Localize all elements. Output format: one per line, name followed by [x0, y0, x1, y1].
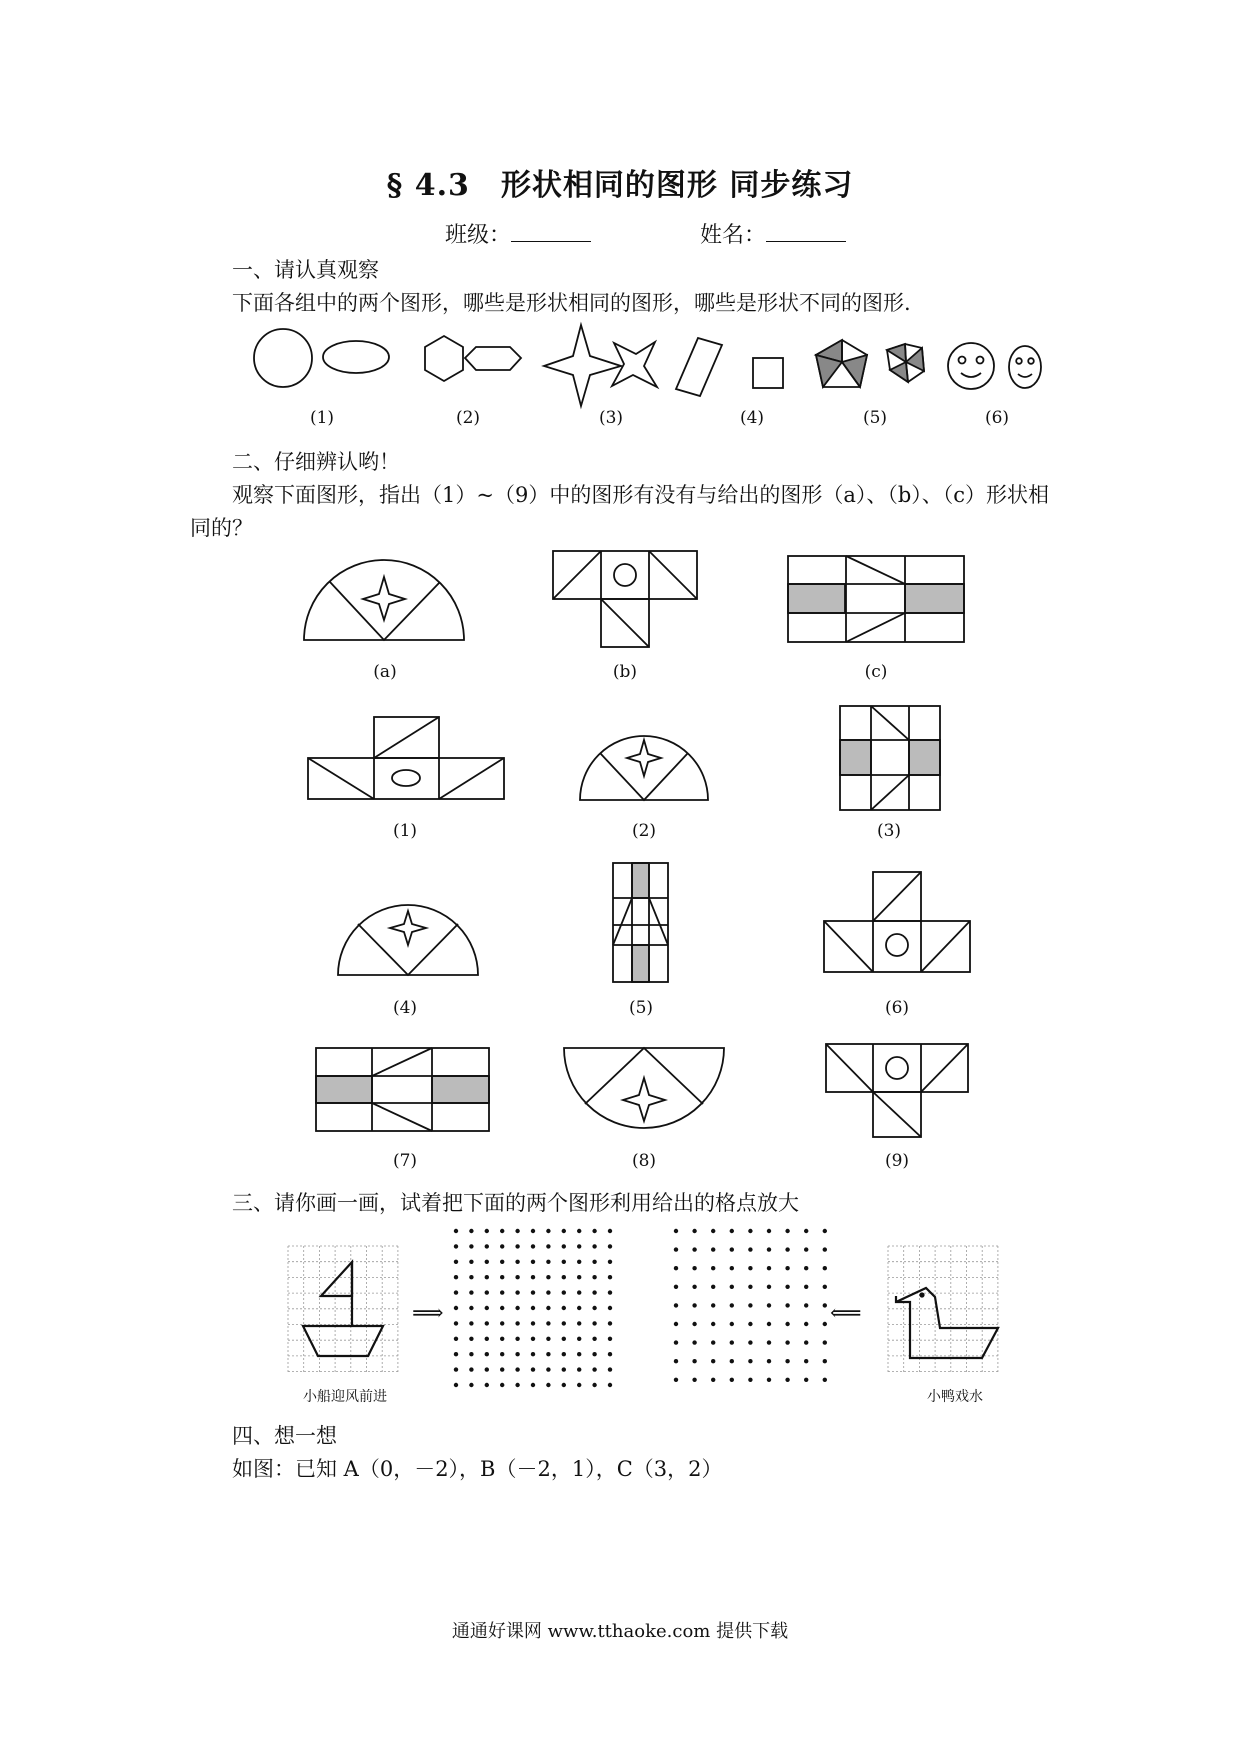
grid-dot	[546, 1306, 550, 1310]
grid-dot	[454, 1352, 458, 1356]
grid-dot	[748, 1340, 752, 1344]
grid-dot	[515, 1352, 519, 1356]
grid-dot	[730, 1266, 734, 1270]
section1-question: 下面各组中的两个图形，哪些是形状相同的图形，哪些是形状不同的图形.	[232, 291, 911, 315]
grid-dot	[730, 1303, 734, 1307]
s1-caption-3: (3)	[598, 408, 624, 428]
dot-grid-right	[674, 1229, 827, 1382]
section2-question-line1: 观察下面图形，指出（1）~（9）中的图形有没有与给出的图形（a）、（b）、（c）形状相	[232, 483, 1050, 507]
grid-dot	[469, 1244, 473, 1248]
grid-dot	[577, 1367, 581, 1371]
grid-dot	[485, 1260, 489, 1264]
grid-dot	[546, 1383, 550, 1387]
grid-dot	[748, 1285, 752, 1289]
grid-dot	[804, 1303, 808, 1307]
grid-dot	[500, 1260, 504, 1264]
grid-dot	[785, 1266, 789, 1270]
grid-dot	[767, 1359, 771, 1363]
grid-dot	[469, 1367, 473, 1371]
grid-dot	[748, 1322, 752, 1326]
grid-dot	[469, 1275, 473, 1279]
grid-dot	[804, 1285, 808, 1289]
grid-dot	[577, 1383, 581, 1387]
grid-dot	[804, 1340, 808, 1344]
grid-dot	[692, 1378, 696, 1382]
grid-dot	[608, 1290, 612, 1294]
grid-dot	[500, 1290, 504, 1294]
grid-dot	[515, 1275, 519, 1279]
grid-dot	[674, 1378, 678, 1382]
grid-dot	[804, 1378, 808, 1382]
grid-dot	[767, 1340, 771, 1344]
grid-dot	[562, 1367, 566, 1371]
grid-dot	[785, 1359, 789, 1363]
grid-dot	[730, 1229, 734, 1233]
grid-dot	[608, 1367, 612, 1371]
s1-caption-2: (2)	[455, 408, 481, 428]
grid-dot	[546, 1290, 550, 1294]
duck-grid	[888, 1246, 998, 1372]
grid-dot	[767, 1322, 771, 1326]
grid-dot	[592, 1337, 596, 1341]
grid-dot	[469, 1290, 473, 1294]
grid-dot	[577, 1337, 581, 1341]
grid-dot	[592, 1352, 596, 1356]
s1-caption-1: (1)	[309, 408, 335, 428]
grid-dot	[748, 1229, 752, 1233]
grid-dot	[577, 1321, 581, 1325]
grid-dot	[767, 1285, 771, 1289]
grid-dot	[711, 1340, 715, 1344]
grid-dot	[500, 1306, 504, 1310]
grid-dot	[823, 1340, 827, 1344]
grid-dot	[469, 1321, 473, 1325]
section2-heading: 二、仔细辨认哟！	[232, 450, 400, 474]
caption-7: (7)	[392, 1151, 418, 1171]
grid-dot	[454, 1367, 458, 1371]
grid-dot	[730, 1247, 734, 1251]
grid-dot	[785, 1303, 789, 1307]
grid-dot	[767, 1266, 771, 1270]
grid-dot	[454, 1244, 458, 1248]
grid-dot	[531, 1383, 535, 1387]
grid-dot	[515, 1367, 519, 1371]
grid-dot	[711, 1266, 715, 1270]
grid-dot	[454, 1290, 458, 1294]
grid-dot	[730, 1340, 734, 1344]
grid-dot	[515, 1229, 519, 1233]
grid-dot	[500, 1352, 504, 1356]
grid-dot	[531, 1275, 535, 1279]
section4-heading: 四、想一想	[232, 1424, 337, 1448]
grid-dot	[823, 1285, 827, 1289]
grid-dot	[531, 1352, 535, 1356]
grid-dot	[785, 1340, 789, 1344]
grid-dot	[804, 1359, 808, 1363]
grid-dot	[748, 1303, 752, 1307]
grid-dot	[748, 1359, 752, 1363]
boat-caption: 小船迎风前进	[303, 1389, 387, 1405]
grid-dot	[711, 1303, 715, 1307]
grid-dot	[692, 1303, 696, 1307]
grid-dot	[546, 1275, 550, 1279]
grid-dot	[674, 1340, 678, 1344]
grid-dot	[546, 1321, 550, 1325]
grid-dot	[485, 1290, 489, 1294]
grid-dot	[608, 1244, 612, 1248]
grid-dot	[592, 1244, 596, 1248]
grid-dot	[577, 1260, 581, 1264]
grid-dot	[674, 1266, 678, 1270]
grid-dot	[592, 1290, 596, 1294]
grid-dot	[562, 1260, 566, 1264]
grid-dot	[674, 1229, 678, 1233]
grid-dot	[562, 1337, 566, 1341]
grid-dot	[546, 1260, 550, 1264]
grid-dot	[730, 1378, 734, 1382]
grid-dot	[577, 1352, 581, 1356]
grid-dot	[515, 1290, 519, 1294]
grid-dot	[500, 1367, 504, 1371]
grid-dot	[515, 1260, 519, 1264]
grid-dot	[674, 1322, 678, 1326]
grid-dot	[608, 1306, 612, 1310]
section4-text: 如图：已知 A（0，－2），B（－2，1），C（3，2）	[232, 1457, 723, 1481]
grid-dot	[711, 1359, 715, 1363]
section1-heading: 一、请认真观察	[232, 258, 379, 282]
grid-dot	[469, 1229, 473, 1233]
grid-dot	[730, 1285, 734, 1289]
grid-dot	[577, 1290, 581, 1294]
grid-dot	[767, 1247, 771, 1251]
grid-dot	[515, 1306, 519, 1310]
grid-dot	[469, 1383, 473, 1387]
grid-dot	[531, 1290, 535, 1294]
grid-dot	[531, 1321, 535, 1325]
grid-dot	[730, 1359, 734, 1363]
grid-dot	[562, 1321, 566, 1325]
name-label: 姓名：	[700, 223, 767, 248]
grid-dot	[577, 1244, 581, 1248]
grid-dot	[546, 1352, 550, 1356]
grid-dot	[454, 1306, 458, 1310]
grid-dot	[823, 1303, 827, 1307]
grid-dot	[608, 1352, 612, 1356]
grid-dot	[562, 1306, 566, 1310]
grid-dot	[748, 1266, 752, 1270]
caption-c: (c)	[864, 662, 888, 682]
grid-dot	[562, 1352, 566, 1356]
grid-dot	[608, 1337, 612, 1341]
grid-dot	[711, 1285, 715, 1289]
grid-dot	[592, 1321, 596, 1325]
grid-dot	[785, 1378, 789, 1382]
grid-dot	[485, 1244, 489, 1248]
grid-dot	[500, 1337, 504, 1341]
grid-dot	[785, 1285, 789, 1289]
grid-dot	[785, 1322, 789, 1326]
grid-dot	[692, 1247, 696, 1251]
grid-dot	[804, 1247, 808, 1251]
arrow-right-icon: ⟹	[412, 1301, 444, 1326]
caption-1: (1)	[392, 821, 418, 841]
grid-dot	[485, 1321, 489, 1325]
grid-dot	[469, 1260, 473, 1264]
grid-dot	[485, 1275, 489, 1279]
grid-dot	[823, 1378, 827, 1382]
grid-dot	[515, 1244, 519, 1248]
grid-dot	[500, 1321, 504, 1325]
grid-dot	[562, 1290, 566, 1294]
grid-dot	[767, 1229, 771, 1233]
s1-caption-5: (5)	[862, 408, 888, 428]
caption-2: (2)	[631, 821, 657, 841]
grid-dot	[454, 1229, 458, 1233]
grid-dot	[531, 1306, 535, 1310]
grid-dot	[674, 1247, 678, 1251]
boat-drawing	[303, 1262, 383, 1356]
section3-heading: 三、请你画一画，试着把下面的两个图形利用给出的格点放大	[232, 1191, 799, 1215]
section2-question-line2: 同的？	[190, 516, 253, 540]
grid-dot	[592, 1275, 596, 1279]
caption-3: (3)	[876, 821, 902, 841]
grid-dot	[823, 1359, 827, 1363]
caption-4: (4)	[392, 998, 418, 1018]
grid-dot	[469, 1306, 473, 1310]
grid-dot	[608, 1260, 612, 1264]
grid-dot	[577, 1275, 581, 1279]
grid-dot	[823, 1266, 827, 1270]
grid-dot	[515, 1321, 519, 1325]
grid-dot	[500, 1229, 504, 1233]
grid-dot	[531, 1367, 535, 1371]
grid-dot	[577, 1229, 581, 1233]
boat-grid	[288, 1246, 398, 1372]
grid-dot	[823, 1322, 827, 1326]
grid-dot	[748, 1378, 752, 1382]
caption-9: (9)	[884, 1151, 910, 1171]
grid-dot	[485, 1367, 489, 1371]
grid-dot	[485, 1337, 489, 1341]
grid-dot	[674, 1359, 678, 1363]
grid-dot	[785, 1229, 789, 1233]
page-title: § 4.3 形状相同的图形 同步练习	[386, 168, 854, 203]
caption-6: (6)	[884, 998, 910, 1018]
grid-dot	[692, 1359, 696, 1363]
grid-dot	[692, 1285, 696, 1289]
grid-dot	[711, 1378, 715, 1382]
grid-dot	[562, 1275, 566, 1279]
grid-dot	[804, 1266, 808, 1270]
grid-dot	[454, 1275, 458, 1279]
grid-dot	[608, 1275, 612, 1279]
grid-dot	[711, 1229, 715, 1233]
grid-dot	[692, 1322, 696, 1326]
grid-dot	[804, 1322, 808, 1326]
grid-dot	[577, 1306, 581, 1310]
grid-dot	[485, 1306, 489, 1310]
grid-dot	[730, 1322, 734, 1326]
grid-dot	[823, 1229, 827, 1233]
grid-dot	[608, 1229, 612, 1233]
grid-dot	[608, 1383, 612, 1387]
grid-dot	[711, 1322, 715, 1326]
grid-dot	[546, 1229, 550, 1233]
grid-dot	[515, 1383, 519, 1387]
s1-caption-6: (6)	[984, 408, 1010, 428]
grid-dot	[485, 1352, 489, 1356]
grid-dot	[546, 1244, 550, 1248]
grid-dot	[546, 1337, 550, 1341]
dot-grid-left	[454, 1229, 612, 1387]
grid-dot	[531, 1260, 535, 1264]
grid-dot	[531, 1244, 535, 1248]
grid-dot	[531, 1229, 535, 1233]
grid-dot	[592, 1383, 596, 1387]
grid-dot	[500, 1383, 504, 1387]
grid-dot	[823, 1247, 827, 1251]
grid-dot	[692, 1340, 696, 1344]
grid-dot	[500, 1275, 504, 1279]
grid-dot	[485, 1383, 489, 1387]
grid-dot	[531, 1337, 535, 1341]
grid-dot	[711, 1247, 715, 1251]
footer: 通通好课网 www.tthaoke.com 提供下载	[451, 1621, 789, 1642]
grid-dot	[454, 1321, 458, 1325]
grid-dot	[454, 1383, 458, 1387]
grid-dot	[515, 1337, 519, 1341]
grid-dot	[562, 1383, 566, 1387]
grid-dot	[674, 1303, 678, 1307]
arrow-left-icon: ⟸	[830, 1301, 862, 1326]
grid-dot	[562, 1229, 566, 1233]
grid-dot	[562, 1244, 566, 1248]
grid-dot	[804, 1229, 808, 1233]
caption-5: (5)	[628, 998, 654, 1018]
caption-a: (a)	[373, 662, 397, 682]
grid-dot	[454, 1337, 458, 1341]
grid-dot	[485, 1229, 489, 1233]
grid-dot	[592, 1229, 596, 1233]
grid-dot	[546, 1367, 550, 1371]
grid-dot	[748, 1247, 752, 1251]
grid-dot	[767, 1378, 771, 1382]
grid-dot	[454, 1260, 458, 1264]
caption-8: (8)	[631, 1151, 657, 1171]
duck-caption: 小鸭戏水	[927, 1389, 983, 1405]
grid-dot	[767, 1303, 771, 1307]
grid-dot	[785, 1247, 789, 1251]
s1-caption-4: (4)	[739, 408, 765, 428]
grid-dot	[469, 1352, 473, 1356]
grid-dot	[592, 1367, 596, 1371]
grid-dot	[674, 1285, 678, 1289]
caption-b: (b)	[612, 662, 638, 682]
grid-dot	[469, 1337, 473, 1341]
grid-dot	[592, 1260, 596, 1264]
grid-dot	[608, 1321, 612, 1325]
grid-dot	[692, 1266, 696, 1270]
class-label: 班级：	[445, 223, 512, 248]
duck-drawing	[896, 1288, 998, 1358]
grid-dot	[692, 1229, 696, 1233]
grid-dot	[500, 1244, 504, 1248]
grid-dot	[592, 1306, 596, 1310]
